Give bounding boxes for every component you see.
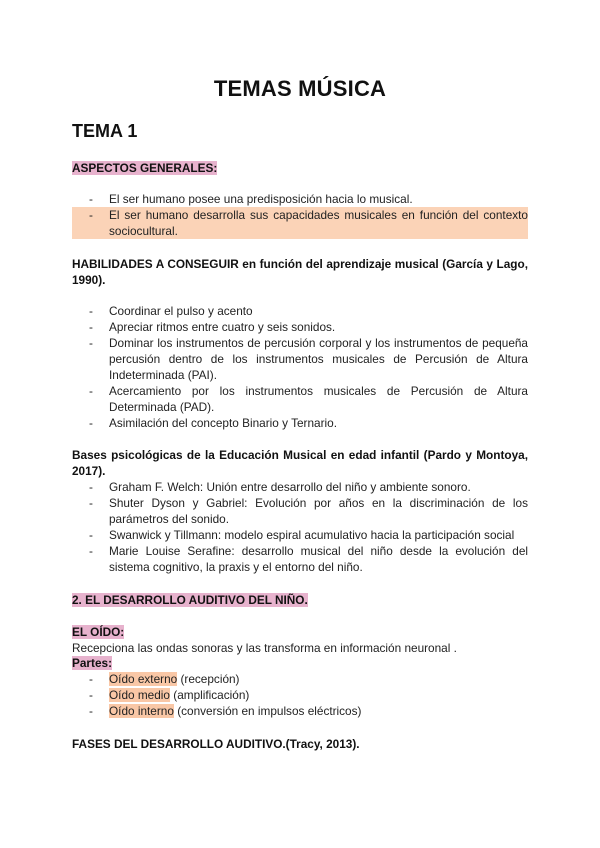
list-item: - Apreciar ritmos entre cuatro y seis sonidos. xyxy=(89,320,336,334)
list-item: - Marie Louise Serafine: desarrollo musical del niño desde la evolución del sistema cognitivo, la praxis y el entorno del niño. xyxy=(89,544,528,574)
list-item: - Dominar los instrumentos de percusión corporal y los instrumentos de pequeña percusión dentro de los instrumentos musicales de Percusión de Altura Indeterminada (PAI). xyxy=(89,336,528,382)
list-item: - Acercamiento por los instrumentos musicales de Percusión de Altura Determinada (PAD). xyxy=(89,384,528,414)
list-item: - Asimilación del concepto Binario y Ternario. xyxy=(89,416,337,430)
aspectos-list xyxy=(72,191,528,239)
bases-heading: Bases psicológicas de la Educación Musical en edad infantil (Pardo y Montoya, 2017). xyxy=(72,448,528,478)
part-name: Oído interno xyxy=(109,704,174,718)
oido-description: Recepciona las ondas sonoras y las transforma en información neuronal . xyxy=(72,641,457,655)
aspectos-heading xyxy=(72,160,217,176)
oido-heading-text: EL OÍDO: xyxy=(72,625,125,639)
list-item: - El ser humano posee una predisposición hacia lo musical. xyxy=(89,192,413,206)
part-name: Oído medio xyxy=(109,688,170,702)
list-item-highlighted: - El ser humano desarrolla sus capacidades musicales en función del contexto sociocultural. xyxy=(72,207,528,239)
section2-heading-text: 2. EL DESARROLLO AUDITIVO DEL NIÑO. xyxy=(72,593,308,607)
aspectos-heading-text: ASPECTOS GENERALES: xyxy=(72,161,218,175)
fases-heading: FASES DEL DESARROLLO AUDITIVO.(Tracy, 2013). xyxy=(72,737,360,751)
partes-label: Partes: xyxy=(72,656,112,670)
tema-heading: TEMA 1 xyxy=(72,121,138,141)
oido-heading xyxy=(72,624,124,640)
habilidades-heading: HABILIDADES A CONSEGUIR en función del aprendizaje musical (García y Lago, 1990). xyxy=(72,257,528,287)
list-item: - Swanwick y Tillmann: modelo espiral acumulativo hacia la participación social xyxy=(89,528,515,542)
part-name: Oído externo xyxy=(109,672,178,686)
list-item: - Oído externo (recepción) xyxy=(89,672,240,686)
list-item: - Oído medio (amplificación) xyxy=(89,688,250,702)
list-item: - Shuter Dyson y Gabriel: Evolución por años en la discriminación de los parámetros del sonido. xyxy=(89,496,528,526)
page-title: TEMAS MÚSICA xyxy=(213,76,387,101)
list-item: - Oído interno (conversión en impulsos eléctricos) xyxy=(89,704,362,718)
list-item: - Graham F. Welch: Unión entre desarrollo del niño y ambiente sonoro. xyxy=(89,480,471,494)
habilidades-list xyxy=(72,303,528,431)
list-item: - Coordinar el pulso y acento xyxy=(89,304,253,318)
bases-list xyxy=(72,479,528,575)
partes-list xyxy=(72,671,528,719)
section2-heading xyxy=(72,592,308,608)
